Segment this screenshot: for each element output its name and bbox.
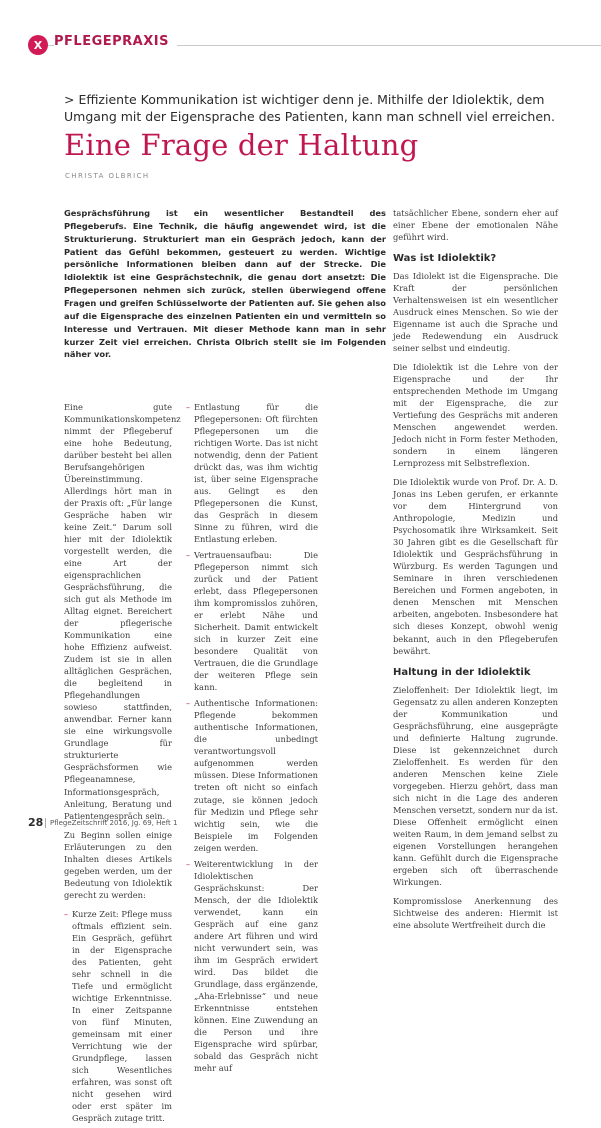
paragraph: Zieloffenheit: Der Idiolektik liegt, im Gegensatz zu allen anderen Konzepten der Kommunikation und Gesprächsführung, eine ausgeprägte und definierte Haltung zugrunde. Diese ist gekennzeichnet durch Zieloffenheit. Es werden für den anderen Menschen keine Ziele vorgegeben. Hierzu gehört, dass man sich nicht in die Lage des anderen Menschen versetzt, sondern nur da ist. Diese Offenheit ermöglicht einen weiten Raum, in dem jemand selbst zu eigenen Vorstellungen herangehen kann. Gefühlt durch die Eigensprache ergeben sich oft überraschende Wirkungen. <box>393 684 558 887</box>
paragraph: Eine gute Kommunikationskompetenz nimmt der Pflegeberuf eine hohe Bedeutung, darüber besteht bei allen Berufsangehörigen Übereinstimmung. Allerdings hört man in der Praxis oft: „Für lange Gespräche haben wir keine Zeit.“ Darum soll hier mit der Idiolektik vorgestellt werden, die eine Art der eigensprachlichen Gesprächsführung, die sich gut als Methode im Alltag eignet. Bereichert der pflegerische Kommunikation eine hohe Effizienz aufweist. Zudem ist sie in allen alltäglichen Gesprächen, die begleitend in Pflegehandlungen sowieso stattfinden, anwendbar. Ferner kann sie eine wirkungsvolle Grundlage für strukturierte Gesprächsformen wie Pflegeanamnese, Informationsgespräch, Anleitung, Beratung und Patientengespräch sein. <box>64 402 181 821</box>
list-item: – Vertrauensaufbau: Die Pflegeperson nimmt sich zurück und der Patient erlebt, dass Pflegepersonen ihm kompromisslos zuhören, er erlebt Nähe und Sicherheit. Damit entwickelt sich in kurzer Zeit eine besondere Qualität von Vertrauen, die die Grundlage der weiteren Pflege sein kann. <box>186 549 318 693</box>
article-teaser: Gesprächsführung ist ein wesentlicher Bestandteil des Pflegeberufs. Eine Technik, die häufig angewendet wird, ist die Strukturierung. Strukturiert man ein Gespräch jedoch, kann der Patient das Gefühl bekommen, gesteuert zu werden. Wichtige persönliche Informationen bleiben dann auf der Strecke. Die Idiolektik ist eine Gesprächstechnik, die genau dort ansetzt: Die Pflegepersonen nehmen sich zurück, stellen überwiegend offene Fragen und greifen Schlüsselworte der Patienten auf. Sie gehen also auf die Eigensprache des einzelnen Patienten ein und vermitteln so Interesse und Vertrauen. Mit dieser Methode kann man in sehr kurzer Zeit viel erreichen. Christa Olbrich stellt sie im Folgenden näher vor. <box>64 208 386 360</box>
paragraph: Die Idiolektik wurde von Prof. Dr. A. D. Jonas ins Leben gerufen, er erkannte vor dem Hintergrund von Anthropologie, Medizin und Psychosomatik ihre Wirksamkeit. Seit 30 Jahren gibt es die Gesellschaft für Idiolektik und Gesprächsführung in Würzburg. Es werden Tagungen und Seminare in ihren verschiedenen Bereichen und Formen angeboten, in denen Menschen mit Menschen arbeiten, angeboten. Insbesondere hat sich dieses Konzept, obwohl wenig bekannt, auch in den Pflegeberufen bewährt. <box>393 477 558 656</box>
list-item: – Weiterentwicklung in der Idiolektischen Gesprächskunst: Der Mensch, der die Idiolektik verwendet, kann ein Gespräch auf eine ganz andere Art führen und wird nicht verwundert sein, was ihm im Gespräch erwidert wird. Das bildet die Grundlage, dass ergänzende, „Aha-Erlebnisse“ und neue Erkenntnisse entstehen können. Eine Zuwendung an die Person und ihre Eigensprache wird spürbar, sobald das Gespräch nicht mehr auf <box>186 858 318 1074</box>
journal-reference: PflegeZeitschrift 2016, Jg. 69, Heft 1 <box>50 819 178 827</box>
section-logo-icon: X <box>28 35 48 55</box>
page-number: 28 <box>28 816 44 829</box>
bullet-list <box>64 908 172 1124</box>
section-heading: Was ist Idiolektik? <box>393 253 497 265</box>
article-lead: > Effiziente Kommunikation ist wichtiger denn je. Mithilfe der Idiolektik, dem Umgang mit der Eigensprache des Patienten, kann man schnell viel erreichen. <box>64 92 555 124</box>
bullet-list <box>186 401 318 1074</box>
body-column-2 <box>186 401 318 1078</box>
list-item: – Entlastung für die Pflegepersonen: Oft fürchten Pflegepersonen um die richtigen Worte. Das ist nicht notwendig, denn der Patient drückt das, was ihm wichtig ist, über seine Eigensprache aus. Gelingt es den Pflegepersonen die Kunst, das Gespräch in diesem Sinne zu führen, wird die Entlastung erleben. <box>186 401 318 545</box>
paragraph: Das Idiolekt ist die Eigensprache. Die Kraft der persönlichen Verhaltensweisen ist ein wesentlicher Ausdruck eines Menschen. So wie der Eigenname ist auch die Sprache und jede Redewendung ein Ausdruck seiner selbst und eindeutig. <box>393 271 558 354</box>
article-author: CHRISTA OLBRICH <box>65 172 150 180</box>
paragraph: Die Idiolektik ist die Lehre von der Eigensprache und der Ihr entsprechenden Methode im Umgang mit der Eigensprache, die zur Vertiefung des Gesprächs mit anderen Menschen angewendet werden. Jedoch nicht in Form fester Methoden, sondern in einem längeren Lernprozess mit Selbstreflexion. <box>393 362 558 469</box>
paragraph: Zu Beginn sollen einige Erläuterungen zu den Inhalten dieses Artikels gegeben werden, um der Bedeutung von Idiolektik gerecht zu werden: <box>64 829 172 900</box>
paragraph: tatsächlicher Ebene, sondern eher auf einer Ebene der emotionalen Nähe geführt wird. <box>393 208 558 243</box>
page-footer <box>28 816 573 836</box>
body-column-1 <box>64 401 181 1128</box>
section-label: PFLEGEPRAXIS <box>54 34 177 49</box>
paragraph: Kompromisslose Anerkennung des Sichtweise des anderen: Hiermit ist eine absolute Wertfreiheit durch die <box>393 895 558 930</box>
list-item: – Authentische Informationen: Pflegende bekommen authentische Informationen, die unbedingt verantwortungsvoll aufgenommen werden müssen. Diese Informationen treten oft nicht so einfach zutage, sie können jedoch für Medizin und Pflege sehr wichtig sein, wie die Beispiele im Folgenden zeigen werden. <box>186 697 318 853</box>
article-title: Eine Frage der Haltung <box>64 128 419 162</box>
list-item: – Kurze Zeit: Pflege muss oftmals effizient sein. Ein Gespräch, geführt in der Eigensprache des Patienten, geht sehr schnell in die Tiefe und ermöglicht wichtige Erkenntnisse. In einer Zeitspanne von fünf Minuten, gemeinsam mit einer Verrichtung wie der Grundpflege, lassen sich Wesentliches erfahren, was sonst oft nicht gesehen wird oder erst später im Gespräch zutage tritt. <box>64 908 172 1124</box>
section-heading: Haltung in der Idiolektik <box>393 666 531 678</box>
section-header <box>0 28 601 64</box>
